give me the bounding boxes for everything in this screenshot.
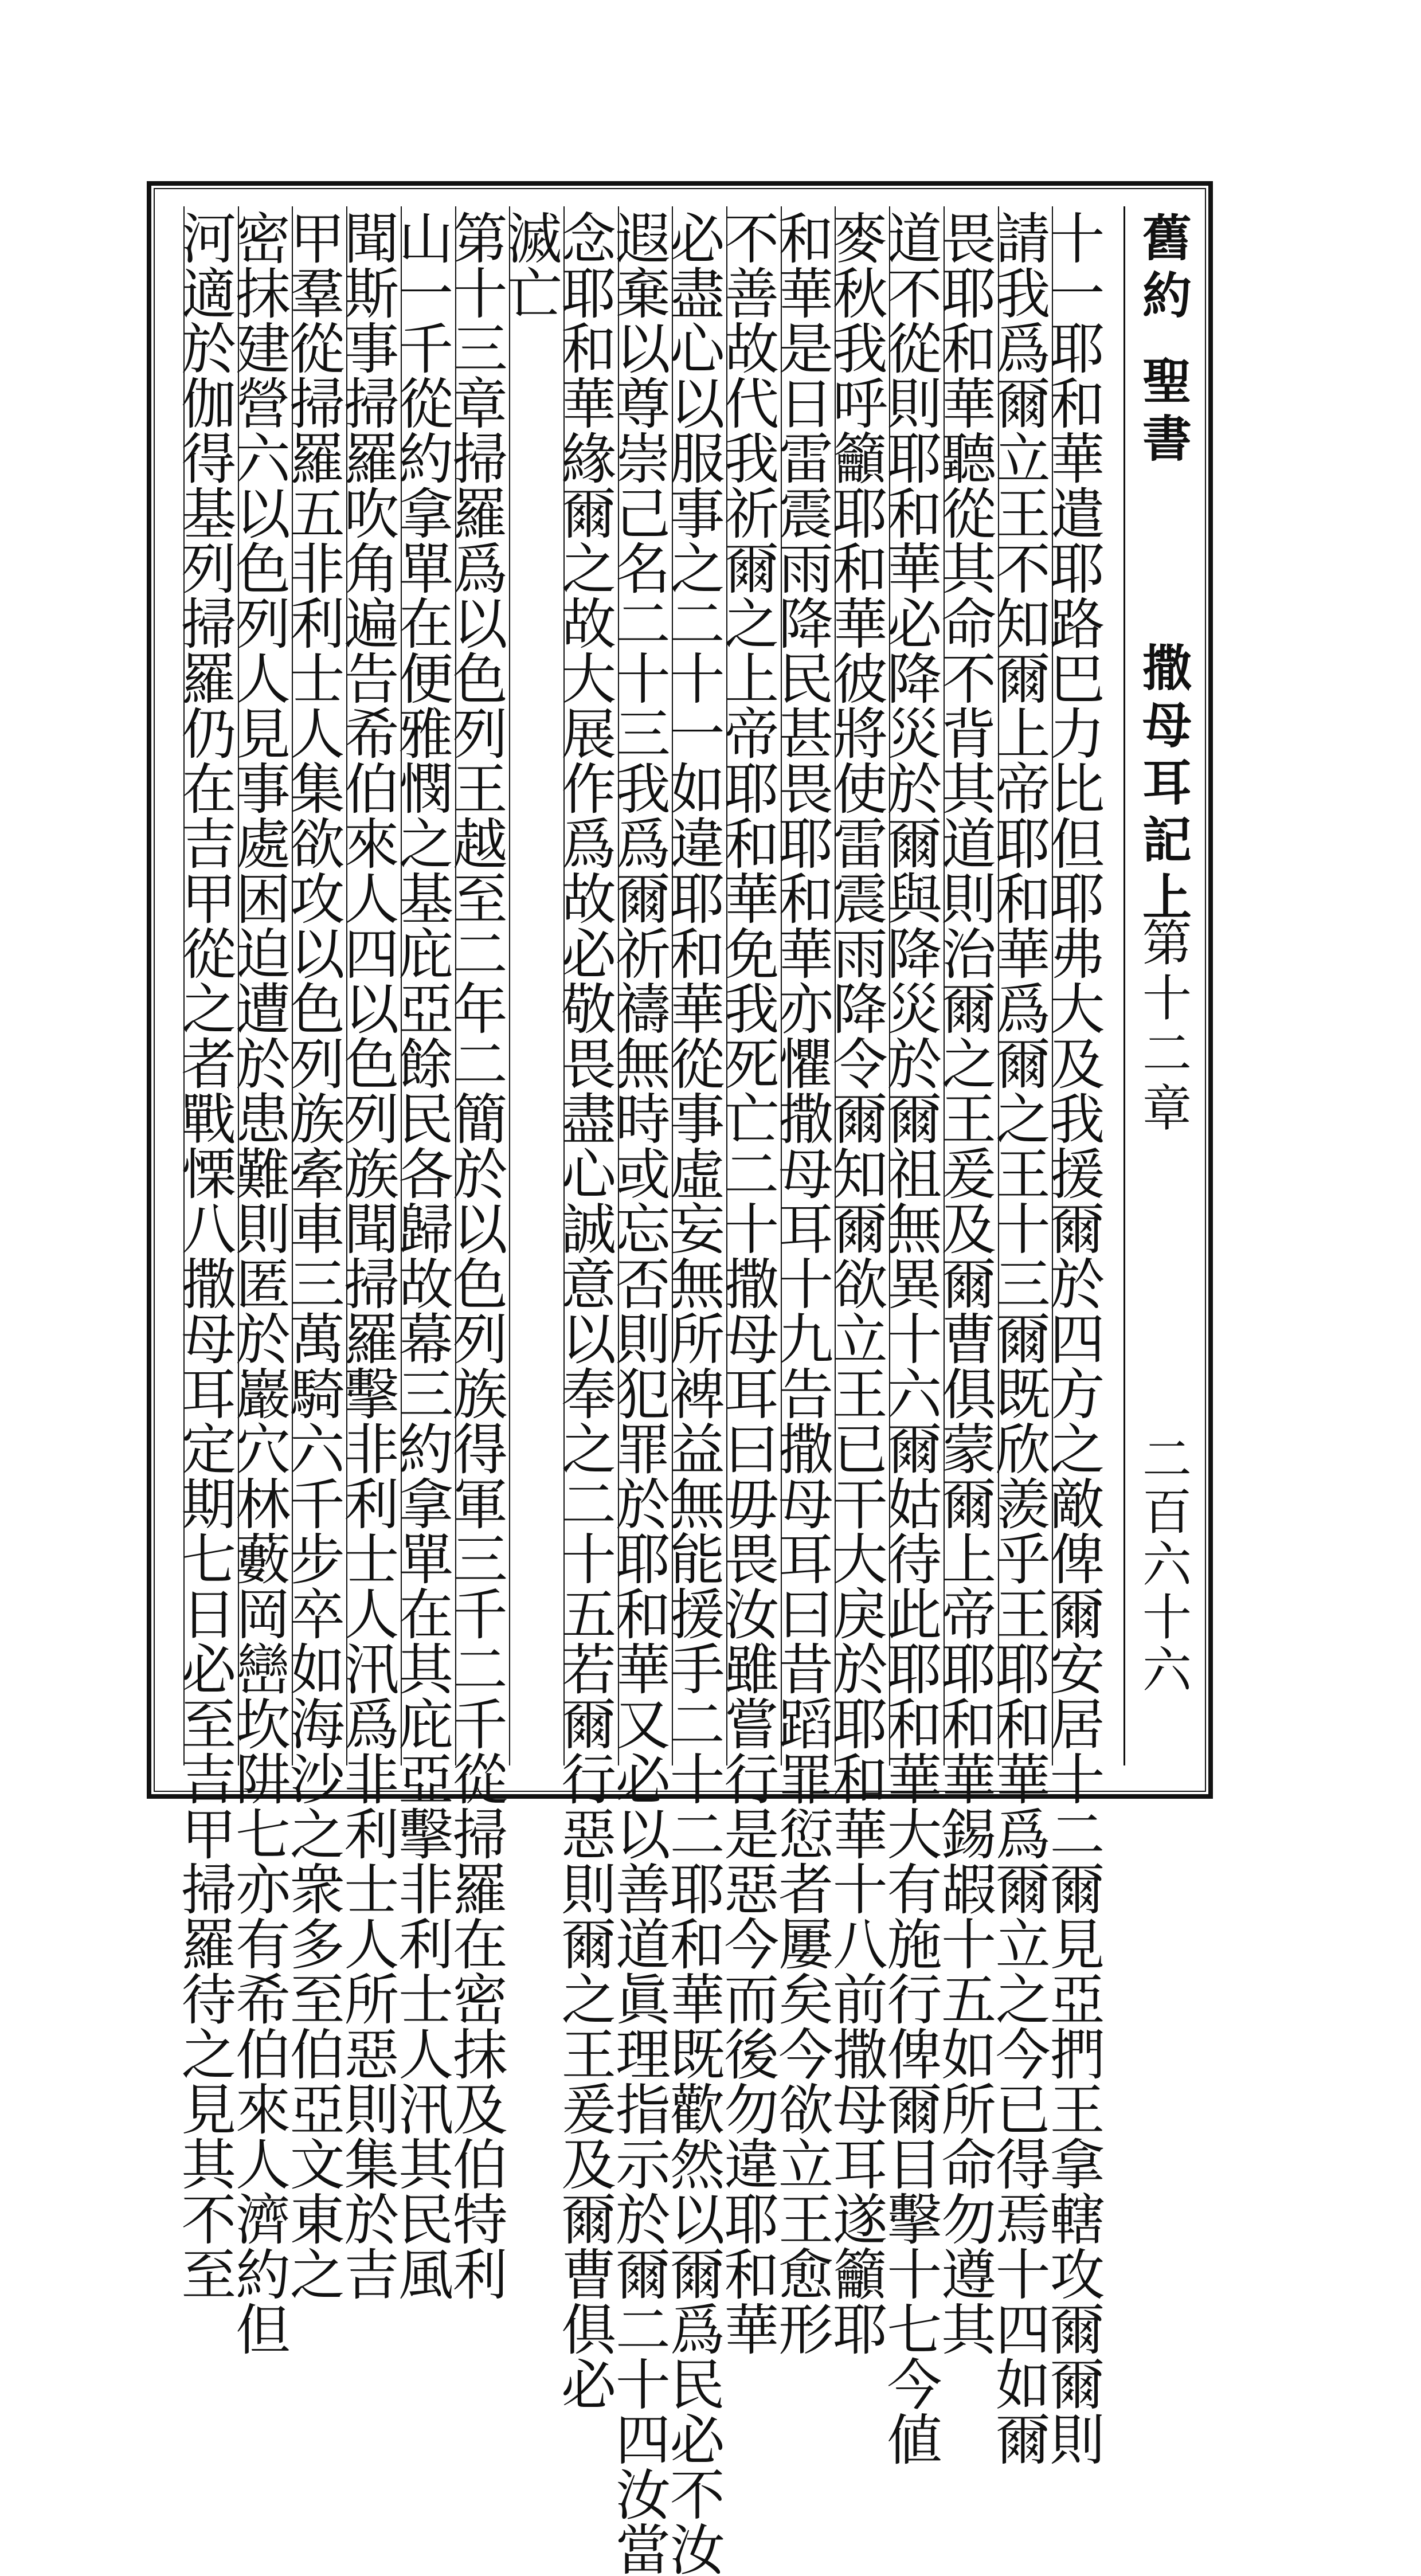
text-column bbox=[335, 206, 401, 2301]
text-column bbox=[498, 206, 563, 1765]
book-title: 舊約 bbox=[1134, 212, 1192, 327]
text-column bbox=[606, 206, 672, 2576]
text-column bbox=[281, 206, 346, 2301]
column-text: 甲羣從掃羅五非利士人集欲攻以色列族牽車三萬騎六千步卒如海沙之衆多至伯亞文東之 bbox=[281, 210, 346, 2301]
column-text: 聞斯事掃羅吹角遍告希伯來人四以色列族聞掃羅擊非利士人汛爲非利士人所惡則集於吉 bbox=[335, 210, 400, 2301]
text-column bbox=[172, 206, 238, 2301]
column-text: 麥秋我呼籲耶和華彼將使雷震雨降令爾知爾欲立王已干大戾於耶和華十八前撒母耳遂籲耶 bbox=[824, 210, 888, 2356]
text-column bbox=[389, 206, 455, 2301]
text-column bbox=[715, 206, 781, 2356]
text-column bbox=[226, 206, 292, 2356]
column-text: 念耶和華緣爾之故大展作爲故必敬畏盡心誠意以奉之二十五若爾行惡則爾之王爰及爾曹俱必 bbox=[552, 210, 617, 2411]
text-column bbox=[824, 206, 889, 2356]
column-text: 和華是日雷震雨降民甚畏耶和華亦懼撒母耳十九告撒母耳曰昔蹈罪愆者屢矣今欲立王愈形 bbox=[769, 210, 834, 2356]
column-text: 請我爲爾立王不知爾上帝耶和華爲爾之王十三爾既欣羨乎王耶和華爲爾立之今已得焉十四如爾 bbox=[987, 210, 1051, 2466]
text-column bbox=[932, 206, 998, 2356]
text-column bbox=[987, 206, 1052, 2466]
column-text: 遐棄以尊崇己名二十三我爲爾祈禱無時或忘否則犯罪於耶和華又必以善道眞理指示於爾二十四汝當 bbox=[606, 210, 671, 2576]
page-number: 二百六十六 bbox=[1134, 1433, 1191, 1697]
running-header bbox=[1124, 206, 1198, 1765]
text-column bbox=[769, 206, 835, 2356]
chapter-heading: 第十二章 bbox=[1134, 917, 1191, 1137]
text-column bbox=[661, 206, 726, 2576]
text-column bbox=[444, 206, 510, 2301]
column-text: 十一耶和華遣耶路巴力比但耶弗大及我援爾於四方之敵俾爾安居十二爾見亞捫王拿轄攻爾爾則 bbox=[1041, 210, 1105, 2466]
text-body bbox=[172, 206, 1106, 2576]
column-text: 第十三章掃羅爲以色列王越至二年二簡於以色列族得軍三千二千從掃羅在密抹及伯特利 bbox=[444, 210, 508, 2301]
column-text: 不善故代我祈爾之上帝耶和華免我死亡二十撒母耳曰毋畏汝雖嘗行是惡今而後勿違耶和華 bbox=[715, 210, 780, 2356]
column-text: 山一千從約拿單在便雅憫之基庇亞餘民各歸故幕三約拿單在其庇亞擊非利士人汛其民風 bbox=[389, 210, 454, 2301]
section-title: 撒母耳記上 bbox=[1134, 642, 1192, 929]
column-text: 密抹建營六以色列人見事處困迫遭於患難則匿於巖穴林藪岡巒坎阱七亦有希伯來人濟約但 bbox=[226, 210, 291, 2356]
column-text: 必盡心以服事之二十一如違耶和華從事虛妄無所裨益無能援手二十二耶和華既歡然以爾爲民必不汝 bbox=[661, 210, 726, 2576]
column-text: 畏耶和華聽從其命不背其道則治爾之王爰及爾曹俱蒙爾上帝耶和華錫嘏十五如所命勿遵其 bbox=[932, 210, 997, 2356]
book-type: 聖書 bbox=[1134, 355, 1192, 470]
column-text: 道不從則耶和華必降災於爾與降災於爾祖無異十六爾姑待此耶和華大有施行俾爾目擊十七今値 bbox=[878, 210, 942, 2466]
text-column bbox=[1041, 206, 1106, 2466]
text-column bbox=[552, 206, 618, 2411]
column-text: 河適於伽得基列掃羅仍在吉甲從之者戰慄八撒母耳定期七日必至吉甲掃羅待之見其不至 bbox=[172, 210, 237, 2301]
text-column bbox=[878, 206, 944, 2466]
column-text: 滅亡 bbox=[498, 210, 562, 320]
